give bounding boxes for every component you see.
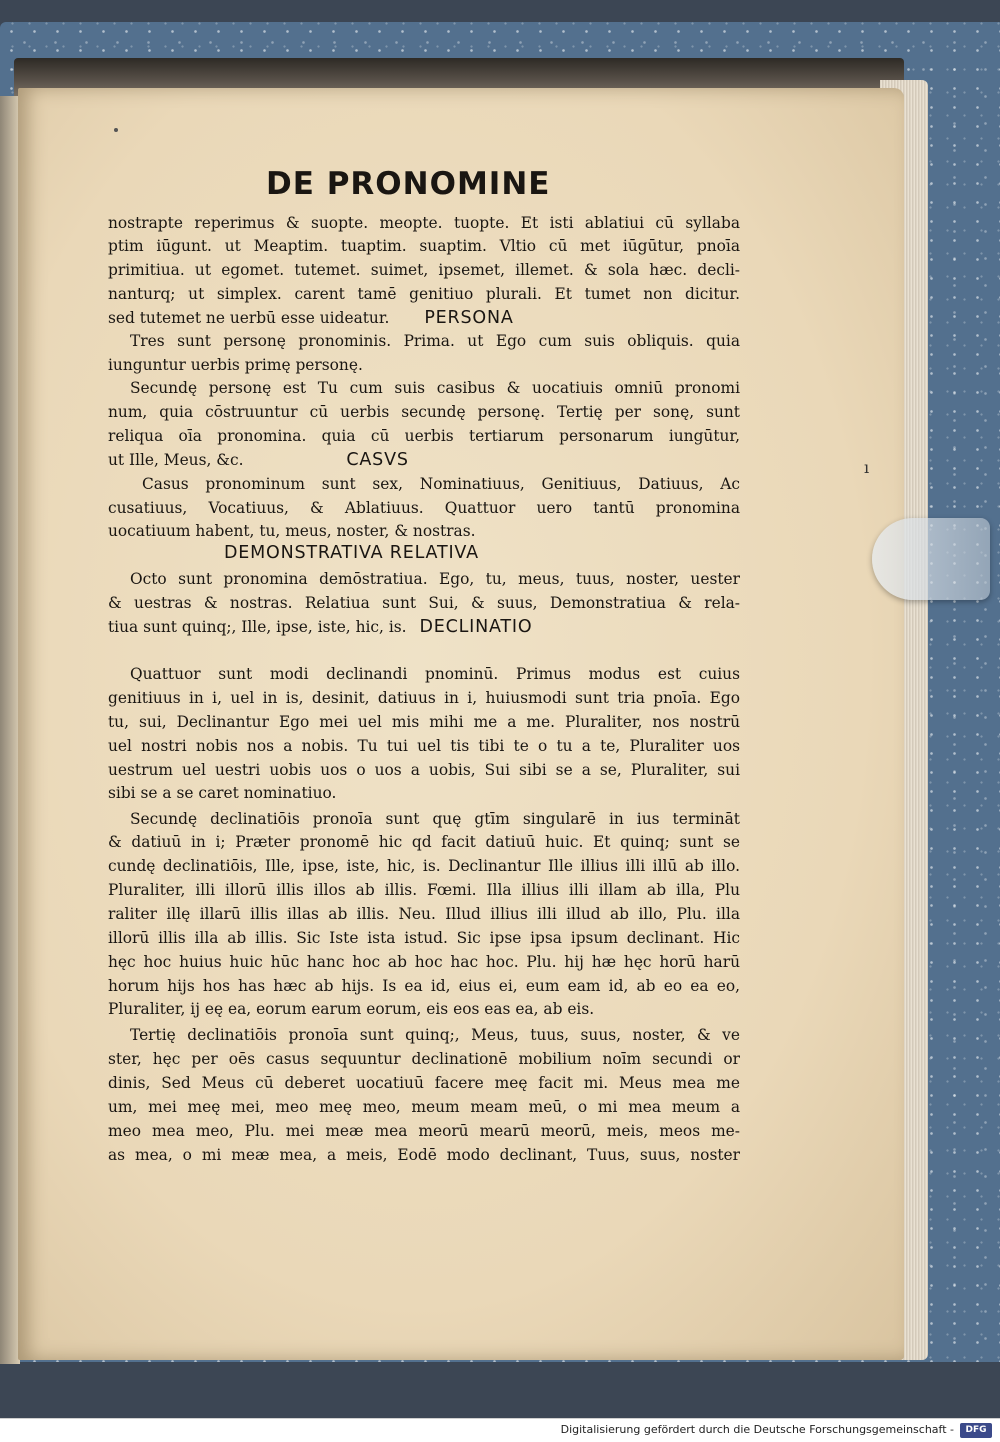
section-title-demonstrativa bbox=[108, 542, 740, 564]
text-line: nanturq; ut simplex. carent tamē genitiuo plurali. Et tumet non dicitur. bbox=[108, 285, 740, 303]
text-line: num, quia cōstruuntur cū uerbis secundę personę. Tertię per sonę, sunt bbox=[108, 403, 740, 421]
text-line: uel nostri nobis nos a nobis. Tu tui uel tis tibi te o tu a te, Pluraliter uos bbox=[108, 737, 740, 755]
text-line: & uestras & nostras. Relatiua sunt Sui, & suus, Demonstratiua & rela- bbox=[108, 594, 740, 612]
section-title-declinatio: DECLINATIO bbox=[419, 617, 533, 637]
page-heading: DE PRONOMINE bbox=[266, 166, 551, 202]
dfg-logo[interactable]: DFG bbox=[960, 1423, 992, 1438]
funding-notice: Digitalisierung gefördert durch die Deutsche Forschungsgemeinschaft - bbox=[560, 1423, 954, 1436]
text-line bbox=[108, 307, 740, 329]
margin-dot bbox=[114, 128, 118, 132]
text-line: ster, hęc per oēs casus sequuntur declinationē mobilium noīm secundi or bbox=[108, 1050, 740, 1068]
page-clip bbox=[872, 518, 990, 600]
text-line: Pluraliter, illi illorū illis illos ab illis. Fœmi. Illa illius illi illam ab illa, Plu bbox=[108, 881, 740, 899]
text-line: cusatiuus, Vocatiuus, & Ablatiuus. Quattuor uero tantū pronomina bbox=[108, 499, 740, 517]
footer-bar bbox=[0, 1418, 1000, 1442]
text-line: uocatiuum habent, tu, meus, noster, & nostras. bbox=[108, 522, 476, 540]
margin-mark: ı bbox=[864, 458, 870, 477]
text-line: meo mea meo, Plu. mei meæ mea meorū mearū meorū, meis, meos me- bbox=[108, 1122, 740, 1140]
text-line: iunguntur uerbis primę personę. bbox=[108, 356, 363, 374]
text-line bbox=[108, 449, 740, 471]
text-line: primitiua. ut egomet. tutemet. suimet, ipsemet, illemet. & sola hæc. decli- bbox=[108, 261, 740, 279]
text-line: Casus pronominum sunt sex, Nominatiuus, Genitiuus, Datiuus, Ac bbox=[142, 475, 740, 493]
text-line: Secundę declinatiōis pronoīa sunt quę gtīm singularē in ius termināt bbox=[130, 810, 740, 828]
text-line: Octo sunt pronomina demōstratiua. Ego, tu, meus, tuus, noster, uester bbox=[130, 570, 740, 588]
text-line: tu, sui, Declinantur Ego mei uel mis mihi me a me. Pluraliter, nos nostrū bbox=[108, 713, 740, 731]
facing-page-edge bbox=[0, 96, 20, 1364]
section-title-text: DEMONSTRATIVA RELATIVA bbox=[224, 543, 479, 563]
text-fragment: tiua sunt quinq;, Ille, ipse, iste, hic, is. bbox=[108, 618, 407, 636]
text-line: ptim iūgunt. ut Meaptim. tuaptim. suaptim. Vltio cū met iūgūtur, pnoīa bbox=[108, 237, 740, 255]
section-title-persona: PERSONA bbox=[424, 308, 514, 328]
text-line: Quattuor sunt modi declinandi pnominū. Primus modus est cuius bbox=[130, 665, 740, 683]
text-fragment: sed tutemet ne uerbū esse uideatur. bbox=[108, 309, 390, 327]
text-line bbox=[108, 616, 740, 638]
text-line: illorū illis illa ab illis. Sic Iste ista istud. Sic ipse ipsa ipsum declinant. Hic bbox=[108, 929, 740, 947]
text-fragment: ut Ille, Meus, &c. bbox=[108, 451, 244, 469]
text-line: reliqua oīa pronomina. quia cū uerbis tertiarum personarum iungūtur, bbox=[108, 427, 740, 445]
text-line: cundę declinatiōis, Ille, ipse, iste, hic, is. Declinantur Ille illius illi illū ab illo. bbox=[108, 857, 740, 875]
text-line: hęc hoc huius huic hūc hanc hoc ab hoc hac hoc. Plu. hij hæ hęc horū harū bbox=[108, 953, 740, 971]
text-line: genitiuus in i, uel in is, desinit, datiuus in i, huiusmodi sunt tria pnoīa. Ego bbox=[108, 689, 740, 707]
text-line: Pluraliter, ij eę ea, eorum earum eorum, eis eos eas ea, ab eis. bbox=[108, 1000, 595, 1018]
text-line: nostrapte reperimus & suopte. meopte. tuopte. Et isti ablatiui cū syllaba bbox=[108, 214, 740, 232]
text-line: Tres sunt personę pronominis. Prima. ut Ego cum suis obliquis. quia bbox=[130, 332, 740, 350]
text-line: as mea, o mi meæ mea, a meis, Eodē modo declinant, Tuus, suus, noster bbox=[108, 1146, 740, 1164]
text-line: um, mei meę mei, meo meę meo, meum meam meū, o mi mea meum a bbox=[108, 1098, 740, 1116]
text-line: Tertię declinatiōis pronoīa sunt quinq;, Meus, tuus, suus, noster, & ve bbox=[130, 1026, 740, 1044]
section-title-casus: CASVS bbox=[346, 450, 409, 470]
text-line: & datiuū in i; Præter pronomē hic qd facit datiuū huic. Et quinq; sunt se bbox=[108, 833, 740, 851]
text-line: Secundę personę est Tu cum suis casibus & uocatiuis omniū pronomi bbox=[130, 379, 740, 397]
text-line: raliter illę illarū illis illas ab illis. Neu. Illud illius illi illud ab illo, Plu. illa bbox=[108, 905, 740, 923]
text-line: dinis, Sed Meus cū deberet uocatiuū facere meę facit mi. Meus mea me bbox=[108, 1074, 740, 1092]
text-line: uestrum uel uestri uobis uos o uos a uobis, Sui sibi se a se, Pluraliter, sui bbox=[108, 761, 740, 779]
text-line: horum hijs hos has hæc ab hijs. Is ea id, eius ei, eum eam id, ab eo ea eo, bbox=[108, 977, 740, 995]
text-line: sibi se a se caret nominatiuo. bbox=[108, 784, 337, 802]
